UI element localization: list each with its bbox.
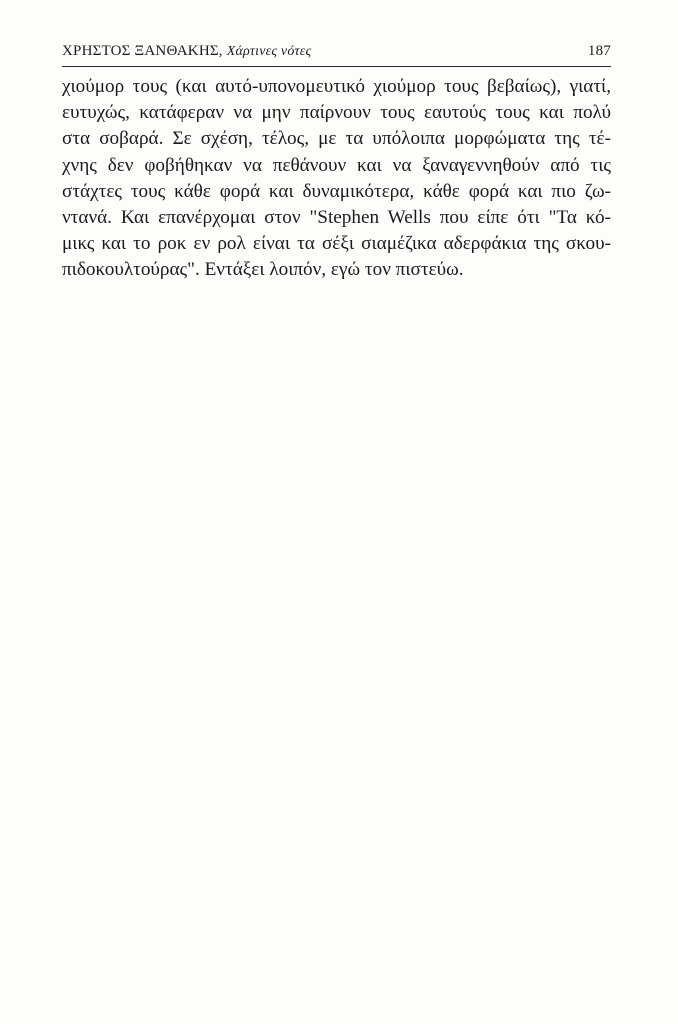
text-line: στα σοβαρά. Σε σχέση, τέλος, με τα υπόλοιπα μορφώματα της τέ- bbox=[62, 128, 611, 150]
running-header-title bbox=[62, 40, 311, 63]
text-line: χιούμορ τους (και αυτό-υπονομευτικό χιούμορ τους βεβαίως), γιατί, bbox=[62, 76, 611, 97]
text-line: μικς και το ροκ εν ρολ είναι τα σέξι σιαμέζικα αδερφάκια της σκου- bbox=[62, 233, 611, 255]
body-paragraph bbox=[62, 74, 611, 284]
text-line: στάχτες τους κάθε φορά και δυναμικότερα, κάθε φορά και πιο ζω- bbox=[62, 180, 611, 202]
text-line: ευτυχώς, κατάφεραν να μην παίρνουν τους εαυτούς τους και πολύ bbox=[62, 102, 611, 124]
running-header bbox=[62, 40, 611, 62]
text-line: πιδοκουλτούρας". Εντάξει λοιπόν, εγώ τον πιστεύω. bbox=[62, 259, 464, 281]
text-line: χνης δεν φοβήθηκαν να πεθάνουν και να ξαναγεννηθούν από τις bbox=[62, 154, 611, 176]
book-title: Χάρτινες νότες bbox=[226, 44, 312, 59]
author-name: ΧΡΗΣΤΟΣ ΞΑΝΘΑΚΗΣ, bbox=[62, 43, 223, 59]
text-line: ντανά. Και επανέρχομαι στον "Stephen Wells που είπε ότι "Τα κό- bbox=[62, 206, 611, 228]
page-number: 187 bbox=[587, 43, 611, 59]
header-rule bbox=[62, 66, 611, 67]
